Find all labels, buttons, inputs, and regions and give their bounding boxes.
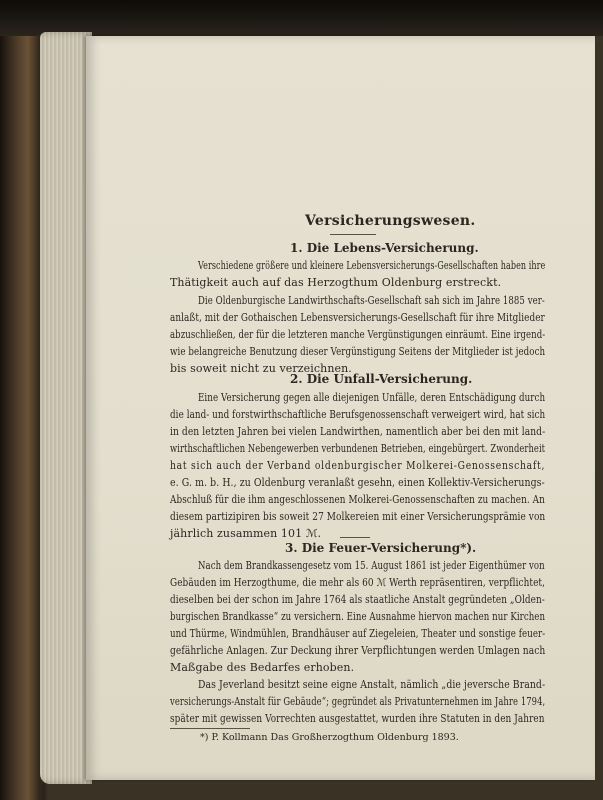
book-spine bbox=[0, 0, 40, 800]
title-rule bbox=[330, 234, 376, 235]
right-edge bbox=[595, 36, 603, 780]
section-heading-3: 3. Die Feuer-Versicherung*). bbox=[285, 541, 477, 555]
section-heading-2: 2. Die Unfall-Versicherung. bbox=[290, 372, 473, 386]
text-line: und Thürme, Windmühlen, Brandhäuser auf Ziegeleien, Theater und sonstige feuer- bbox=[170, 627, 546, 640]
text-line: in den letzten Jahren bei vielen Landwirthen, namentlich aber bei den mit land- bbox=[170, 425, 546, 438]
text-line: wie belangreiche Benutzung dieser Vergünstigung Seitens der Mitglieder ist jedoch bbox=[170, 345, 546, 358]
section-heading-1: 1. Die Lebens-Versicherung. bbox=[290, 241, 479, 255]
text-line: gefährliche Anlagen. Zur Deckung ihrer Verpflichtungen werden Umlagen nach bbox=[170, 644, 546, 657]
footnote: *) P. Kollmann Das Großherzogthum Oldenburg 1893. bbox=[200, 732, 459, 743]
top-shadow bbox=[0, 0, 603, 36]
page-title: Versicherungswesen. bbox=[305, 213, 476, 229]
text-line: Eine Versicherung gegen alle diejenigen Unfälle, deren Entschädigung durch bbox=[198, 391, 546, 404]
text-line: wirthschaftlichen Nebengewerben verbundenen Betrieben, eingebürgert. Zwonderheit bbox=[170, 442, 546, 455]
text-line: Gebäuden im Herzogthume, die mehr als 60 ℳ Werth repräsentiren, verpflichtet, bbox=[170, 576, 546, 589]
text-line: die land- und forstwirthschaftliche Berufsgenossenschaft verweigert wird, hat sich bbox=[170, 408, 546, 421]
text-line: hat sich auch der Verband oldenburgischer Molkerei-Genossenschaft, bbox=[170, 459, 546, 472]
text-line: Nach dem Brandkassengesetz vom 15. August 1861 ist jeder Eigenthümer von bbox=[198, 559, 545, 572]
text-line: Abschluß für die ihm angeschlossenen Molkerei-Genossenschaften zu machen. An bbox=[170, 493, 545, 506]
text-line: bis soweit nicht zu verzeichnen. bbox=[170, 362, 352, 375]
text-line: dieselben bei der schon im Jahre 1764 als staatliche Anstalt gegründeten „Olden- bbox=[170, 593, 545, 606]
text-line: versicherungs-Anstalt für Gebäude“; gegründet als Privatunternehmen im Jahre 1794, bbox=[170, 695, 546, 708]
section-rule bbox=[340, 537, 370, 538]
text-line: diesem partizipiren bis soweit 27 Molkereien mit einer Versicherungsprämie von bbox=[170, 510, 546, 523]
text-line: jährlich zusammen 101 ℳ. bbox=[170, 527, 322, 540]
text-line: Maßgabe des Bedarfes erhoben. bbox=[170, 661, 355, 674]
text-line: Thätigkeit auch auf das Herzogthum Oldenburg erstreckt. bbox=[170, 276, 502, 289]
text-line: Das Jeverland besitzt seine eigne Anstalt, nämlich „die jeversche Brand- bbox=[198, 678, 546, 691]
page-edges bbox=[40, 32, 92, 784]
text-line: abzuschließen, der für die letzteren manche Vergünstigungen einräumt. Eine irgend- bbox=[170, 328, 546, 341]
text-line: burgischen Brandkasse“ zu versichern. Eine Ausnahme hiervon machen nur Kirchen bbox=[170, 610, 546, 623]
text-line: Die Oldenburgische Landwirthschafts-Gesellschaft sah sich im Jahre 1885 ver- bbox=[198, 294, 545, 307]
text-line: e. G. m. b. H., zu Oldenburg veranlaßt gesehn, einen Kollektiv-Versicherungs- bbox=[170, 476, 545, 489]
text-line: anlaßt, mit der Gothaischen Lebensversicherungs-Gesellschaft für ihre Mitglieder bbox=[170, 311, 545, 324]
text-line: später mit gewissen Vorrechten ausgestattet, wurden ihre Statuten in den Jahren bbox=[170, 712, 545, 725]
text-line: Verschiedene größere und kleinere Lebensversicherungs-Gesellschaften haben ihre bbox=[198, 259, 546, 272]
footnote-rule bbox=[170, 728, 250, 729]
